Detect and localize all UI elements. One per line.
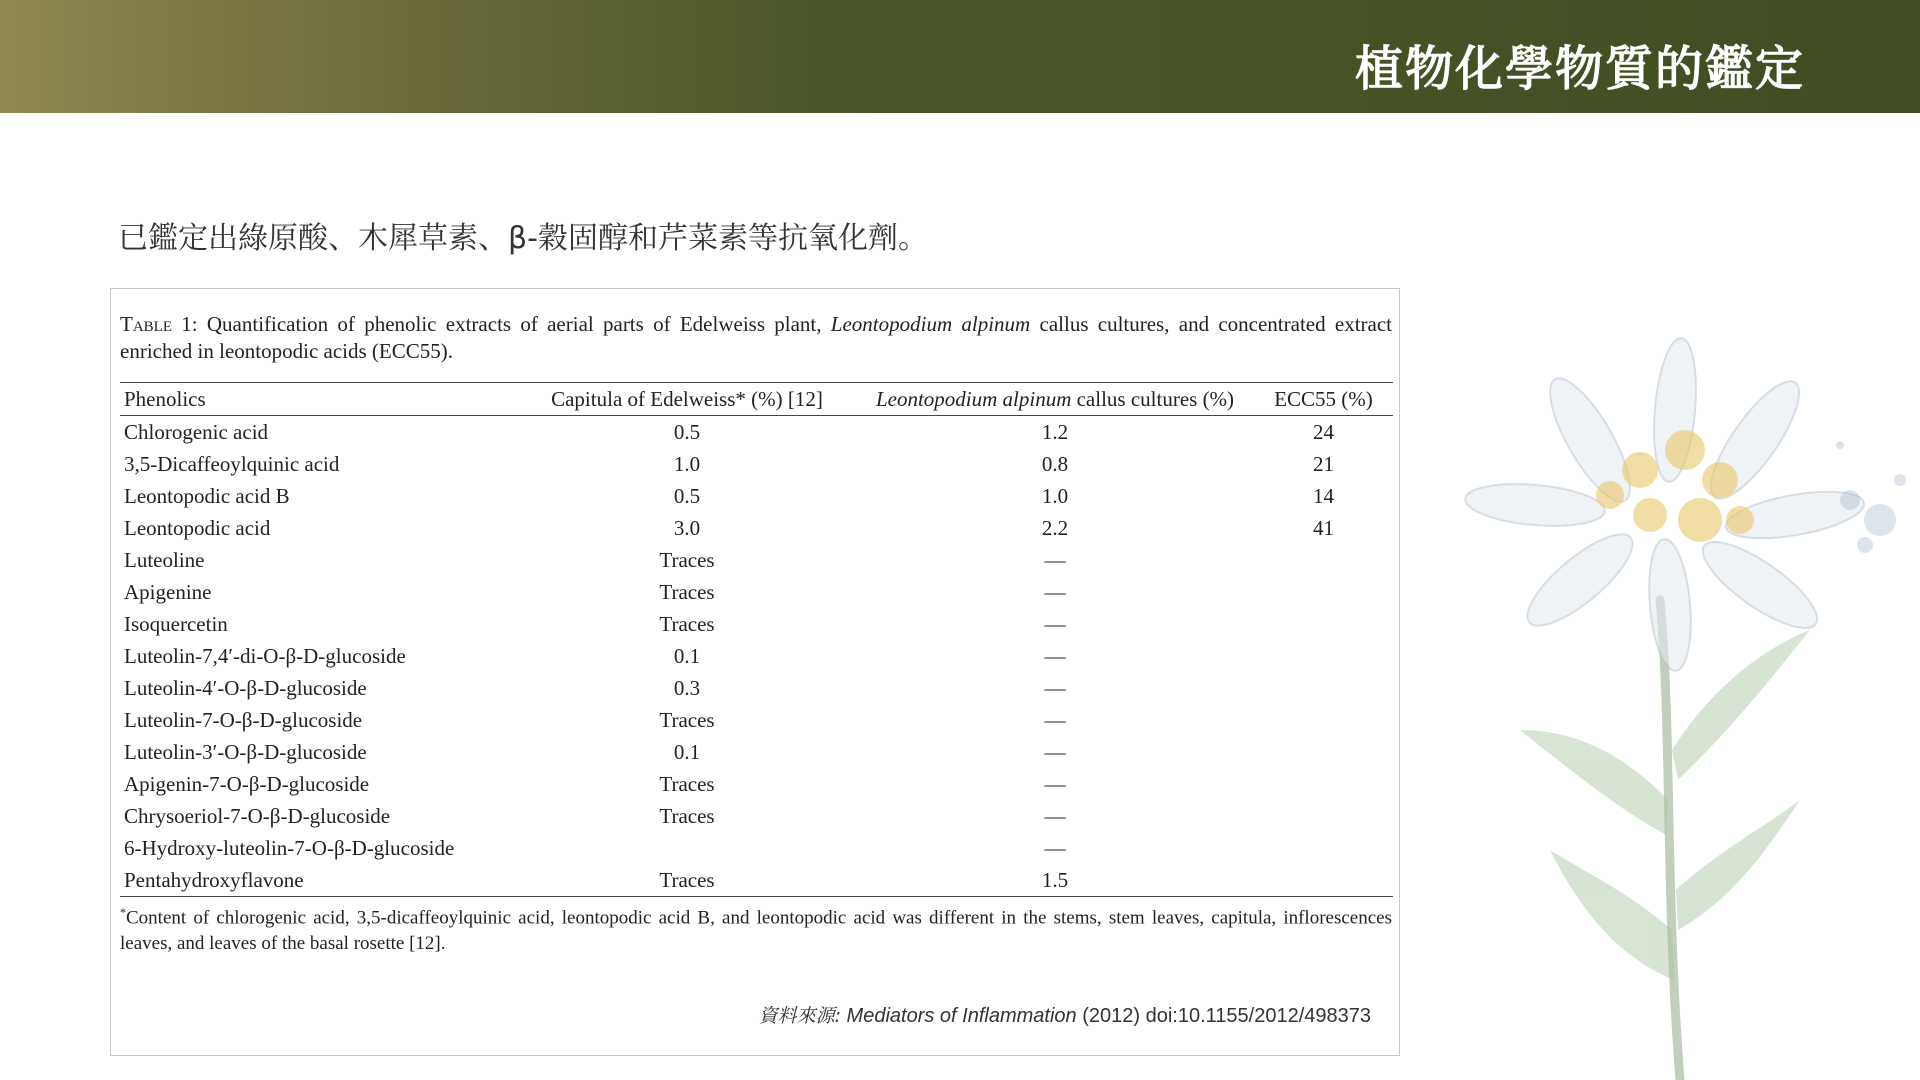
cell-phenolic: Leontopodic acid bbox=[124, 515, 271, 540]
table-row bbox=[120, 608, 1393, 640]
cell-phenolic: Leontopodic acid B bbox=[124, 483, 290, 508]
cell-phenolic: Isoquercetin bbox=[124, 611, 228, 636]
cell-capitula: Traces bbox=[659, 707, 715, 732]
cell-ecc55 bbox=[1254, 576, 1393, 608]
cell-capitula: 0.3 bbox=[673, 675, 701, 700]
table-caption-label: Table 1 bbox=[120, 312, 192, 336]
slide-subtitle: 已鑑定出綠原酸、木犀草素、β-穀固醇和芹菜素等抗氧化劑。 bbox=[118, 221, 928, 256]
cell-callus: 1.2 bbox=[1041, 419, 1069, 444]
cell-capitula: 3.0 bbox=[673, 515, 701, 540]
cell-capitula: Traces bbox=[659, 803, 715, 828]
header-callus-species: Leontopodium alpinum bbox=[875, 386, 1072, 411]
cell-capitula: 0.1 bbox=[673, 739, 701, 764]
source-citation bbox=[759, 1001, 1371, 1028]
table-row bbox=[120, 480, 1393, 512]
cell-callus: — bbox=[1044, 739, 1066, 764]
cell-ecc55: 24 bbox=[1313, 419, 1334, 444]
page-title: 植物化學物質的鑑定 bbox=[1354, 41, 1805, 97]
cell-ecc55 bbox=[1254, 608, 1393, 640]
cell-callus: — bbox=[1044, 643, 1066, 668]
cell-callus: — bbox=[1044, 835, 1066, 860]
table-row bbox=[120, 544, 1393, 576]
table-row bbox=[120, 448, 1393, 480]
table-body bbox=[120, 416, 1393, 897]
table-row bbox=[120, 768, 1393, 800]
cell-ecc55 bbox=[1254, 704, 1393, 736]
cell-capitula bbox=[518, 832, 856, 864]
cell-callus: — bbox=[1044, 611, 1066, 636]
source-journal: Mediators of Inflammation bbox=[846, 1005, 1077, 1027]
table-footnote bbox=[120, 899, 1392, 957]
cell-ecc55 bbox=[1254, 832, 1393, 864]
cell-ecc55 bbox=[1254, 864, 1393, 897]
table-row bbox=[120, 672, 1393, 704]
cell-phenolic: Pentahydroxyflavone bbox=[120, 864, 518, 897]
cell-phenolic: Luteolin-4′-O-β-D-glucoside bbox=[124, 675, 367, 700]
cell-callus: — bbox=[1044, 675, 1066, 700]
cell-phenolic: Apigenine bbox=[124, 579, 212, 604]
cell-phenolic: 3,5-Dicaffeoylquinic acid bbox=[124, 451, 340, 476]
table-row bbox=[120, 800, 1393, 832]
cell-capitula: Traces bbox=[659, 579, 715, 604]
cell-phenolic: Luteolin-7,4′-di-O-β-D-glucoside bbox=[124, 643, 406, 668]
table-row bbox=[120, 704, 1393, 736]
header-phenolics: Phenolics bbox=[120, 383, 518, 416]
cell-ecc55: 21 bbox=[1313, 451, 1334, 476]
cell-ecc55: 14 bbox=[1313, 483, 1334, 508]
cell-phenolic: Luteolin-7-O-β-D-glucoside bbox=[124, 707, 363, 732]
cell-phenolic: Chrysoeriol-7-O-β-D-glucoside bbox=[124, 803, 391, 828]
header-ecc55: ECC55 (%) bbox=[1254, 383, 1393, 416]
cell-callus: 0.8 bbox=[1041, 451, 1069, 476]
footnote-mark: * bbox=[120, 905, 126, 919]
cell-ecc55: 41 bbox=[1313, 515, 1334, 540]
cell-phenolic: Chlorogenic acid bbox=[124, 419, 269, 444]
footnote-text: Content of chlorogenic acid, 3,5-dicaffeoylquinic acid, leontopodic acid B, and leontopodic acid was different in the stems, stem leaves, capitula, inflorescences leaves, and leaves of the basal rosette [12]. bbox=[120, 907, 1392, 955]
cell-capitula: 0.5 bbox=[673, 483, 701, 508]
table-figure bbox=[110, 288, 1400, 1056]
cell-ecc55 bbox=[1254, 768, 1393, 800]
cell-capitula: 0.1 bbox=[673, 643, 701, 668]
table-row bbox=[120, 832, 1393, 864]
cell-capitula: Traces bbox=[659, 547, 715, 572]
cell-callus: — bbox=[1044, 579, 1066, 604]
cell-callus: 2.2 bbox=[1041, 515, 1069, 540]
cell-capitula: Traces bbox=[518, 864, 856, 897]
table-row bbox=[120, 736, 1393, 768]
cell-phenolic: Luteolin-3′-O-β-D-glucoside bbox=[124, 739, 367, 764]
cell-capitula: 1.0 bbox=[673, 451, 701, 476]
cell-callus: — bbox=[1044, 707, 1066, 732]
table-caption bbox=[120, 311, 1392, 365]
header-banner bbox=[0, 0, 1920, 113]
header-capitula: Capitula of Edelweiss* (%) [12] bbox=[518, 383, 856, 416]
cell-phenolic: Apigenin-7-O-β-D-glucoside bbox=[124, 771, 370, 796]
cell-phenolic: Luteoline bbox=[124, 547, 205, 572]
table-row bbox=[120, 416, 1393, 449]
table-header-row bbox=[120, 383, 1393, 416]
cell-capitula: Traces bbox=[659, 771, 715, 796]
cell-ecc55 bbox=[1254, 736, 1393, 768]
header-callus bbox=[856, 383, 1254, 416]
cell-callus: — bbox=[1044, 771, 1066, 796]
table-caption-text: : Quantification of phenolic extracts of aerial parts of Edelweiss plant, bbox=[191, 312, 831, 336]
cell-phenolic: 6-Hydroxy-luteolin-7-O-β-D-glucoside bbox=[124, 835, 455, 860]
cell-ecc55 bbox=[1254, 640, 1393, 672]
cell-callus: — bbox=[1044, 547, 1066, 572]
table-row bbox=[120, 576, 1393, 608]
table-caption-text-end: callus cultures, and concentrated extract enriched in leontopodic acids (ECC55). bbox=[120, 312, 1393, 363]
cell-capitula: 0.5 bbox=[673, 419, 701, 444]
phenolics-table bbox=[120, 382, 1393, 897]
cell-ecc55 bbox=[1254, 544, 1393, 576]
cell-callus: 1.0 bbox=[1041, 483, 1069, 508]
edelweiss-flower-illustration-icon bbox=[1410, 330, 1920, 1080]
cell-callus: 1.5 bbox=[856, 864, 1254, 897]
source-label: 資料來源: bbox=[758, 1005, 841, 1027]
source-doi: (2012) doi:10.1155/2012/498373 bbox=[1082, 1005, 1371, 1027]
cell-capitula: Traces bbox=[659, 611, 715, 636]
header-callus-rest: callus cultures (%) bbox=[1071, 386, 1235, 411]
table-row bbox=[120, 512, 1393, 544]
cell-callus: — bbox=[1044, 803, 1066, 828]
table-row bbox=[120, 864, 1393, 897]
table-row bbox=[120, 640, 1393, 672]
cell-ecc55 bbox=[1254, 800, 1393, 832]
cell-ecc55 bbox=[1254, 672, 1393, 704]
table-caption-species: Leontopodium alpinum bbox=[830, 312, 1031, 336]
